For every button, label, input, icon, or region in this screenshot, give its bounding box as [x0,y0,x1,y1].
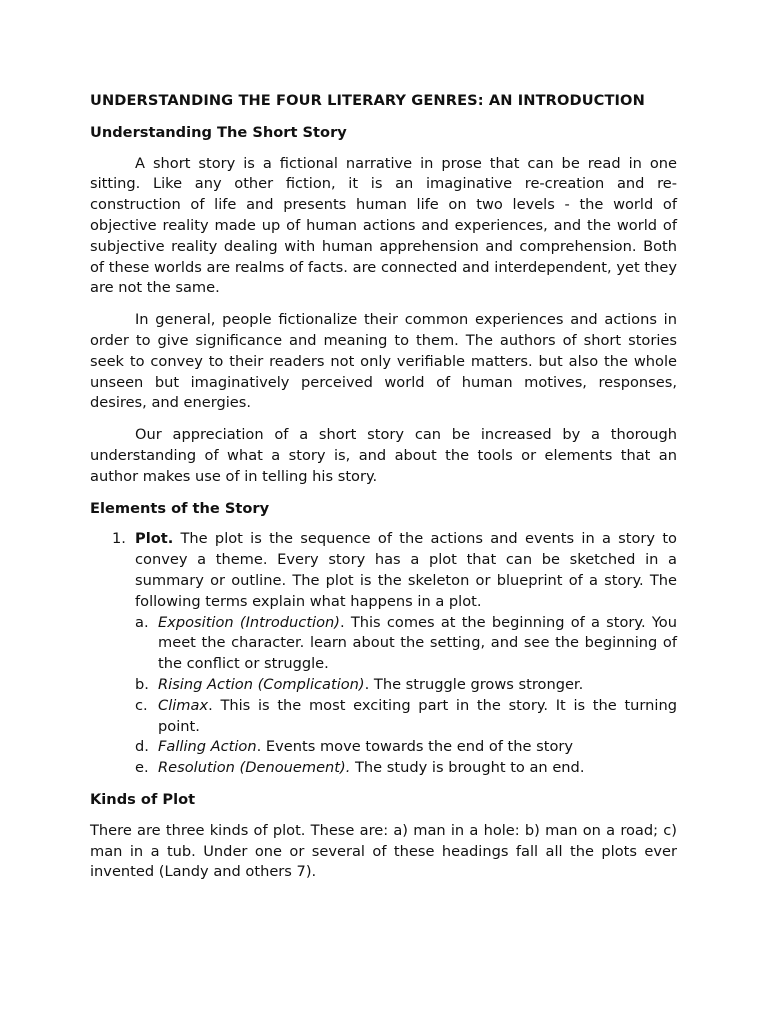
plot-term-description: The study is brought to an end. [350,759,585,777]
plot-term-label: Climax [158,696,209,714]
plot-term-description: . Events move towards the end of the story [256,738,574,756]
paragraph-kinds-of-plot: There are three kinds of plot. These are: a) man in a hole: b) man on a road; c) man in a tub. Under one or several of these headings fall all the plots ever invented (Landy and others 7). [90,821,677,881]
paragraph-short-story-1: A short story is a fictional narrative in prose that can be read in one sitting. Like any other fiction, it is an imaginative re-creation and re-construction of life and presents human life on two levels - the world of objective reality made up of human actions and experiences, and the world of subjective reality dealing with human apprehension and comprehension. Both of these worlds are realms of facts. are connected and interdependent, yet they are not the same. [90,154,677,297]
section-heading-kinds-of-plot: Kinds of Plot [90,790,196,808]
plot-term-climax [135,696,677,738]
plot-terms-list [135,613,677,779]
elements-list [90,529,677,779]
plot-term-resolution [135,758,677,779]
plot-term-label: Exposition (Introduction) [158,613,340,631]
plot-term-label: Resolution (Denouement). [158,759,351,777]
plot-term-description: . This comes at the beginning of a story. You meet the character. learn about the setting, and see the beginning of the conflict or struggle. [158,613,677,673]
list-item-letter: c. [135,696,148,714]
plot-term-exposition [135,613,677,675]
section-heading-short-story: Understanding The Short Story [90,123,347,141]
plot-term-label: Rising Action (Complication) [158,675,365,693]
plot-term: Plot. [135,530,174,548]
document-page [90,91,677,883]
plot-term-label: Falling Action [158,738,257,756]
plot-term-rising-action [135,675,677,696]
list-item-letter: b. [135,675,149,693]
paragraph-short-story-2: In general, people fictionalize their common experiences and actions in order to give significance and meaning to them. The authors of short stories seek to convey to their readers not only verifiable matters. but also the whole unseen but imaginatively perceived world of human motives, responses, desires, and energies. [90,311,677,412]
section-heading-elements: Elements of the Story [90,499,270,517]
document-title: UNDERSTANDING THE FOUR LITERARY GENRES: AN INTRODUCTION [90,92,645,109]
paragraph-short-story-3: Our appreciation of a short story can be increased by a thorough understanding of what a story is, and about the tools or elements that an author makes use of in telling his story. [90,426,677,485]
list-item-letter: d. [135,738,149,756]
list-item-letter: a. [135,613,149,631]
plot-term-description: . This is the most exciting part in the story. It is the turning point. [158,696,677,735]
list-item-plot [90,529,677,779]
plot-term-description: . The struggle grows stronger. [364,675,584,693]
list-item-letter: e. [135,759,149,777]
plot-description: The plot is the sequence of the actions and events in a story to convey a theme. Every story has a plot that can be sketched in a summary or outline. The plot is the skeleton or blueprint of a story. The following terms explain what happens in a plot. [135,530,677,610]
list-item-number: 1. [112,530,126,548]
plot-term-falling-action [135,737,677,758]
